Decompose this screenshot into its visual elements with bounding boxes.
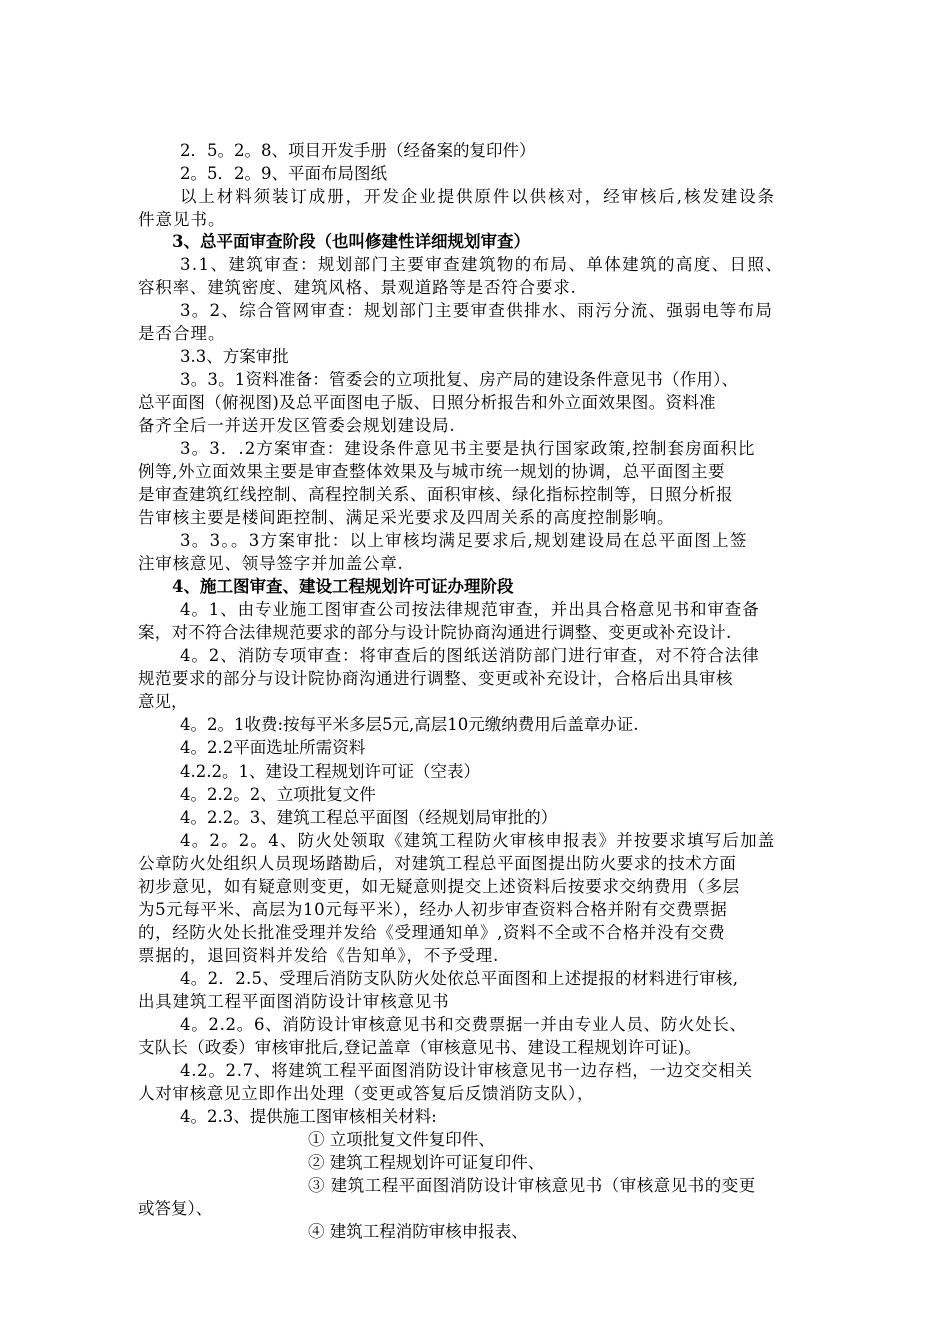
paragraph-line: 2．5。2。8、项目开发手册（经备案的复印件）: [180, 141, 536, 160]
paragraph-line: 意见，: [138, 692, 188, 711]
paragraph-line: 的，经防火处长批准受理并发给《受理通知单》,资料不全或不合格并没有交费: [138, 923, 726, 942]
paragraph-line: ② 建筑工程规划许可证复印件、: [308, 1153, 545, 1172]
paragraph-line: 2。5．2。9、平面布局图纸: [180, 164, 387, 183]
paragraph-line: 总平面图（俯视图)及总平面图电子版、日照分析报告和外立面效果图。资料准: [138, 393, 716, 412]
paragraph-line: 4。2。2。4、防火处领取《建筑工程防火审核申报表》并按要求填写后加盖: [180, 831, 776, 850]
paragraph-line: 公章防火处组织人员现场踏勘后，对建筑工程总平面图提出防火要求的技术方面: [138, 854, 737, 873]
paragraph-line: 人对审核意见立即作出处理（变更或答复后反馈消防支队），: [138, 1084, 595, 1103]
paragraph-line: 案，对不符合法律规范要求的部分与设计院协商沟通进行调整、变更或补充设计.: [138, 623, 732, 642]
paragraph-line: 4.2。2.7、将建筑工程平面图消防设计审核意见书一边存档，一边交交相关: [180, 1061, 753, 1080]
paragraph-line: 是审查建筑红线控制、高程控制关系、面积审核、绿化指标控制等，日照分析报: [138, 485, 733, 504]
paragraph-line: 4。2．2.5、受理后消防支队防火处依总平面图和上述提报的材料进行审核,: [180, 969, 739, 988]
section-heading: 3、总平面审查阶段（也叫修建性详细规划审查）: [172, 232, 530, 251]
paragraph-line: 4。2、消防专项审查：将审查后的图纸送消防部门进行审查，对不符合法律: [180, 646, 760, 665]
paragraph-line: 或答复）、: [138, 1199, 213, 1218]
paragraph-line: ① 立项批复文件复印件、: [308, 1130, 495, 1149]
paragraph-line: 3。2、综合管网审查：规划部门主要审查供排水、雨污分流、强弱电等布局: [180, 301, 774, 320]
paragraph-line: ③ 建筑工程平面图消防设计审核意见书（审核意见书的变更: [308, 1176, 756, 1195]
paragraph-line: 4。2.2平面选址所需资料: [180, 738, 366, 757]
paragraph-line: 以上材料须装订成册，开发企业提供原件以供核对，经审核后,核发建设条: [180, 187, 776, 206]
paragraph-line: 票据的，退回资料并发给《告知单》，不予受理.: [138, 946, 500, 965]
paragraph-line: 支队长（政委）审核审批后,登记盖章（审核意见书、建设工程规划许可证)。: [138, 1038, 702, 1057]
paragraph-line: 是否合理。: [138, 324, 226, 343]
paragraph-line: 容积率、建筑密度、建筑风格、景观道路等是否符合要求.: [138, 278, 577, 297]
paragraph-line: 4。2.2。3、建筑工程总平面图（经规划局审批的）: [180, 808, 558, 827]
paragraph-line: 4。2.2。2、立项批复文件: [180, 785, 376, 804]
paragraph-line: 3.1、建筑审查：规划部门主要审查建筑物的布局、单体建筑的高度、日照、: [180, 255, 784, 274]
paragraph-line: 件意见书。: [138, 210, 226, 229]
paragraph-line: 例等,外立面效果主要是审查整体效果及与城市统一规划的协调，总平面图主要: [138, 462, 726, 481]
section-heading: 4、施工图审查、建设工程规划许可证办理阶段: [172, 577, 514, 596]
paragraph-line: 注审核意见、领导签字并加盖公章.: [138, 554, 404, 573]
paragraph-line: 4。1、由专业施工图审查公司按法律规范审查，并出具合格意见书和审查备: [180, 600, 760, 619]
paragraph-line: ④ 建筑工程消防审核申报表、: [308, 1222, 528, 1241]
paragraph-line: 为5元每平米、高层为10元每平米），经办人初步审查资料合格并附有交费票据: [138, 900, 728, 919]
paragraph-line: 4。2.2。6、消防设计审核意见书和交费票据一并由专业人员、防火处长、: [180, 1015, 747, 1034]
paragraph-line: 3。3。。3方案审批：以上审核均满足要求后,规划建设局在总平面图上签: [180, 531, 748, 550]
paragraph-line: 备齐全后一并送开发区管委会规划建设局.: [138, 416, 456, 435]
paragraph-line: 4。2。1收费:按每平米多层5元,高层10元缴纳费用后盖章办证.: [180, 715, 639, 734]
paragraph-line: 4.2.2。1、建设工程规划许可证（空表）: [180, 762, 480, 781]
paragraph-line: 3.3、方案审批: [180, 347, 289, 366]
paragraph-line: 出具建筑工程平面图消防设计审核意见书: [138, 992, 450, 1011]
paragraph-line: 4。2.3、提供施工图审核相关材料:: [180, 1107, 437, 1126]
paragraph-line: 3。3．.2方案审查：建设条件意见书主要是执行国家政策,控制套房面积比: [180, 439, 756, 458]
paragraph-line: 3。3。1资料准备：管委会的立项批复、房产局的建设条件意见书（作用）、: [180, 370, 739, 389]
paragraph-line: 初步意见，如有疑意则变更，如无疑意则提交上述资料后按要求交纳费用（多层: [138, 877, 740, 896]
paragraph-line: 规范要求的部分与设计院协商沟通进行调整、变更或补充设计，合格后出具审核: [138, 669, 733, 688]
paragraph-line: 告审核主要是楼间距控制、满足采光要求及四周关系的高度控制影响。: [138, 508, 675, 527]
